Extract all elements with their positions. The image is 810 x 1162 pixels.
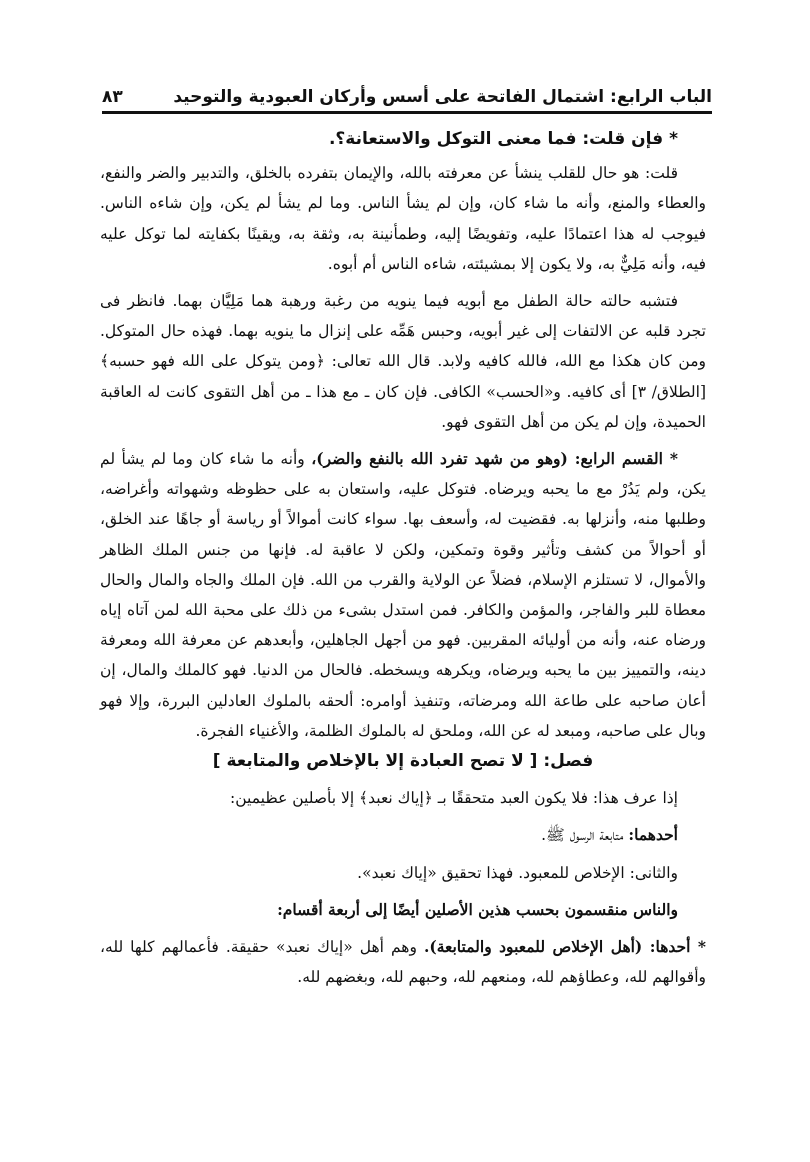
first-category-lead: * أحدها: (أهل الإخلاص للمعبود والمتابعة). bbox=[423, 937, 706, 957]
first-category-text: وهم أهل «إياك نعبد» حقيقة. فأعمالهم كلها لله، وأقوالهم لله، وعطاؤهم لله، ومنعهم لله، وحبهم لله، وبغضهم لله. bbox=[100, 938, 706, 987]
paragraph-first-category bbox=[100, 932, 706, 992]
paragraph-child-analogy: فتشبه حالته حالة الطفل مع أبويه فيما ينويه من رغبة ورهبة هما مَلِيَّان بهما. فانظر فى تجرد قلبه عن الالتفات إلى غير أبويه، وحبس هَمِّه على إنزال ما ينويه بهما. فهذه حال المتوكل. ومن كان هكذا مع الله، فالله كافيه ولابد. قال الله تعالى: ﴿ومن يتوكل على الله فهو حسبه﴾ [الطلاق/ ٣] أى كافيه. و«الحسب» الكافى. فإن كان ـ مع هذا ـ من أهل التقوى كانت له العاقبة الحميدة، وإن لم يكن من أهل التقوى فهو. bbox=[100, 292, 706, 431]
paragraph-four-categories: والناس منقسمون بحسب هذين الأصلين أيضًا إلى أربعة أقسام: bbox=[277, 899, 678, 919]
page-number: ٨٣ bbox=[102, 87, 123, 107]
paragraph-first-principle bbox=[100, 820, 706, 850]
chapter-title: الباب الرابع: اشتمال الفاتحة على أسس وأركان العبودية والتوحيد bbox=[173, 87, 712, 107]
page-body bbox=[100, 124, 706, 992]
question-heading: * فإن قلت: فما معنى التوكل والاستعانة؟. bbox=[328, 129, 678, 149]
fourth-category-text: وأنه ما شاء كان وما لم يشأ لم يكن، ولم يَدُرْ مع ما يحبه ويرضاه. فتوكل عليه، واستعان به على حظوظه وشهواته وأغراضه، وطلبها منه، وأنزلها به. فقضيت له، وأسعف بها. سواء كانت أموالاً أو رياسة أو جاهًا عند الخلق، أو أحوالاً من كشف وتأثير وقوة وتمكين، ولكن لا عاقبة له. فإنها من جنس الملك الظاهر والأموال، لا تستلزم الإسلام، فضلاً عن الولاية والقرب من الله. فإن الملك والجاه والمال والحال معطاة للبر والفاجر، والمؤمن والكافر. فمن استدل بشىء من ذلك على محبة الله لمن آتاه إياه ورضاه عنه، وأنه من أوليائه المقربين. فهو من أجهل الجاهلين، وأبعدهم عن معرفة الله ومعرفة دينه، والتمييز بين ما يحبه ويرضاه، ويكرهه ويسخطه. فالحال من الدنيا. فهو كالملك والمال، إن أعان صاحبه على طاعة الله ومرضاته، وتنفيذ أوامره: ألحقه بالملوك العادلين البررة، وإلا فهو وبال على صاحبه، ومبعد له عن الله، وملحق له بالملوك الظلمة، والأغنياء الفجرة. bbox=[100, 450, 706, 740]
first-principle-lead: أحدهما: bbox=[628, 825, 678, 845]
paragraph-answer: قلت: هو حال للقلب ينشأ عن معرفته بالله، والإيمان بتفرده بالخلق، والتدبير والضر والنفع، والعطاء والمنع، وأنه ما شاء كان، وإن لم يشأ الناس. وما لم يشأ لم يكن، وإن شاءه الناس. فيوجب له هذا اعتمادًا عليه، وتفويضًا إليه، وطمأنينة به، وثقة به، ويقينًا بكفايته لما توكل عليه فيه، وأنه مَلِيٌّ به، ولا يكون إلا بمشيئته، شاءه الناس أم أبوه. bbox=[100, 164, 706, 273]
paragraph-two-principles: إذا عرف هذا: فلا يكون العبد متحققًا بـ ﴿إياك نعبد﴾ إلا بأصلين عظيمين: bbox=[230, 789, 678, 808]
fourth-category-lead: * القسم الرابع: (وهو من شهد تفرد الله بالنفع والضر)، bbox=[311, 449, 678, 469]
section-title: فصل: [ لا تصح العبادة إلا بالإخلاص والمتابعة ] bbox=[212, 751, 594, 772]
first-principle-text: متابعة الرسول ﷺ. bbox=[541, 826, 624, 845]
paragraph-fourth-category bbox=[100, 444, 706, 746]
paragraph-second-principle: والثانى: الإخلاص للمعبود. فهذا تحقيق «إياك نعبد». bbox=[357, 863, 678, 882]
running-header bbox=[102, 82, 712, 114]
